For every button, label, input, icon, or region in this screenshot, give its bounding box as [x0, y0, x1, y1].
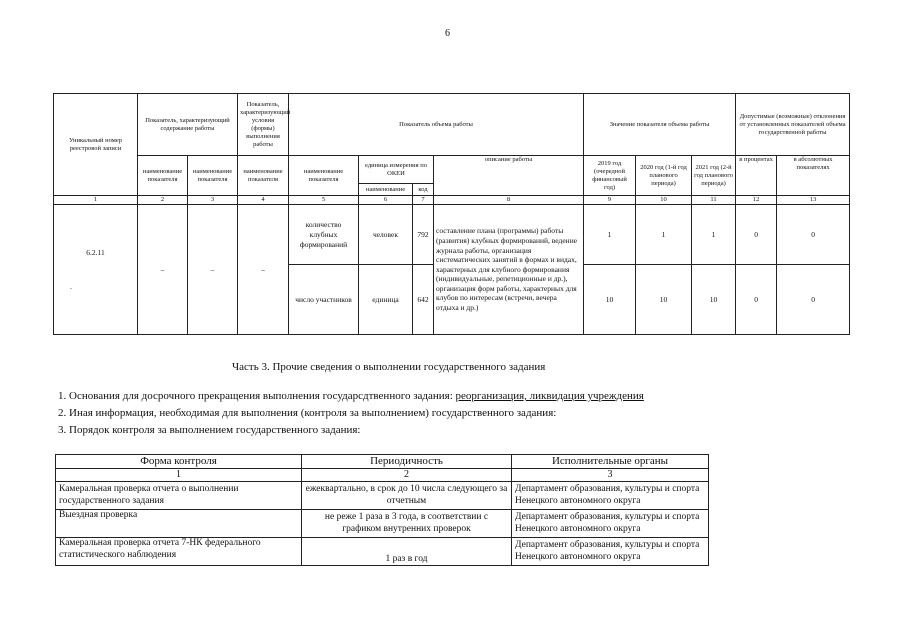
- value-2019: 10: [584, 265, 636, 335]
- header-periodicity: Периодичность: [302, 455, 512, 469]
- deviation-absolute: 0: [777, 265, 850, 335]
- col-number: 13: [777, 196, 850, 205]
- subheader-2020: 2020 год (1-й год планового периода): [636, 156, 692, 196]
- col-number: 1: [56, 469, 302, 482]
- subheader-name-3: наименование показателя: [238, 156, 289, 196]
- item-3: 3. Порядок контроля за выполнением государственного задания:: [58, 424, 361, 436]
- col-number: 10: [636, 196, 692, 205]
- executive-body: Департамент образования, культуры и спорта Ненецкого автономного округа: [512, 538, 709, 566]
- value-2019: 1: [584, 205, 636, 265]
- part3-title: Часть 3. Прочие сведения о выполнении государственного задания: [232, 361, 546, 373]
- header-executive-bodies: Исполнительные органы: [512, 455, 709, 469]
- header-deviation: Допустимые (возможные) отклонения от установленных показателей объема государственной работы: [736, 94, 850, 156]
- work-description: составление плана (программы) работы (развития) клубных формирований, ведение журнала работы, организация систематических занятий в формах и видах, характерных для клубного формирования (индивидуальные, репетиционные и др.), организация форм работы, характерных для клубов по интересам (встречи, вечера отдыха и др.): [434, 205, 584, 335]
- subheader-2019: 2019 год (очередной финансовый год): [584, 156, 636, 196]
- col-number: 4: [238, 196, 289, 205]
- header-content-indicator: Показатель, характеризующий содержание работы: [138, 94, 238, 156]
- subheader-name-2: наименование показателя: [188, 156, 238, 196]
- header-volume-value: Значение показателя объема работы: [584, 94, 736, 156]
- value-2021: 10: [692, 265, 736, 335]
- deviation-percent: 0: [736, 265, 777, 335]
- header-condition-indicator: Показатель, характеризующий условия (формы) выполнения работы: [238, 94, 289, 156]
- col-number: 1: [54, 196, 138, 205]
- subheader-percent: в процентах: [736, 156, 777, 196]
- header-control-form: Форма контроля: [56, 455, 302, 469]
- subheader-unit-code: код: [413, 184, 434, 196]
- control-form: Выездная проверка: [56, 510, 302, 538]
- subheader-unit-name: наименование: [359, 184, 413, 196]
- row-code: 792: [413, 205, 434, 265]
- subheader-absolute: в абсолютных показателях: [777, 156, 850, 196]
- value-2020: 1: [636, 205, 692, 265]
- col-number: 7: [413, 196, 434, 205]
- control-form: Камеральная проверка отчета 7-НК федерального статистического наблюдения: [56, 538, 302, 566]
- item-1: [58, 390, 644, 402]
- subheader-name-4: наименование показателя: [289, 156, 359, 196]
- periodicity: не реже 1 раза в 3 года, в соответствии с графиком внутренних проверок: [302, 510, 512, 538]
- col-number: 9: [584, 196, 636, 205]
- periodicity: ежеквартально, в срок до 10 числа следующего за отчетным: [302, 482, 512, 510]
- executive-body: Департамент образования, культуры и спорта Ненецкого автономного округа: [512, 510, 709, 538]
- row-indicator: число участников: [289, 265, 359, 335]
- row-unit: человек: [359, 205, 413, 265]
- control-form: Камеральная проверка отчета о выполнении государственного задания: [56, 482, 302, 510]
- subheader-2021: 2021 год (2-й год планового периода): [692, 156, 736, 196]
- header-unique-number: Уникальный номер реестровой записи: [54, 94, 138, 196]
- dash-cell: –: [238, 205, 289, 335]
- row-indicator: количество клубных формирований: [289, 205, 359, 265]
- control-table: [55, 454, 709, 566]
- registry-number: 6.2.11: [86, 247, 105, 257]
- deviation-percent: 0: [736, 205, 777, 265]
- col-number: 6: [359, 196, 413, 205]
- col-number: 2: [302, 469, 512, 482]
- subheader-work-description: описание работы: [434, 156, 584, 196]
- page-number: 6: [445, 28, 450, 39]
- col-number: 3: [512, 469, 709, 482]
- deviation-absolute: 0: [777, 205, 850, 265]
- col-number: 5: [289, 196, 359, 205]
- registry-number-cell: [54, 205, 138, 335]
- header-volume-indicator: Показатель объема работы: [289, 94, 584, 156]
- periodicity: 1 раз в год: [302, 538, 512, 566]
- dash-cell: –: [188, 205, 238, 335]
- value-2020: 10: [636, 265, 692, 335]
- executive-body: Департамент образования, культуры и спорта Ненецкого автономного округа: [512, 482, 709, 510]
- value-2021: 1: [692, 205, 736, 265]
- subheader-name-1: наименование показателя: [138, 156, 188, 196]
- item-2: 2. Иная информация, необходимая для выполнения (контроля за выполнением) государственного задания:: [58, 407, 557, 419]
- col-number: 3: [188, 196, 238, 205]
- subheader-unit-okei: единица измерения по ОКЕИ: [359, 156, 434, 184]
- item-1-label: 1. Основания для досрочного прекращения выполнения государсдтвенного задания:: [58, 390, 456, 402]
- work-volume-table: [53, 93, 850, 335]
- item-1-value: реорганизация, ликвидация учреждения: [455, 390, 644, 402]
- col-number: 8: [434, 196, 584, 205]
- row-code: 642: [413, 265, 434, 335]
- dash-cell: –: [138, 205, 188, 335]
- col-number: 12: [736, 196, 777, 205]
- stray-dot: .: [70, 281, 72, 291]
- row-unit: единица: [359, 265, 413, 335]
- col-number: 2: [138, 196, 188, 205]
- col-number: 11: [692, 196, 736, 205]
